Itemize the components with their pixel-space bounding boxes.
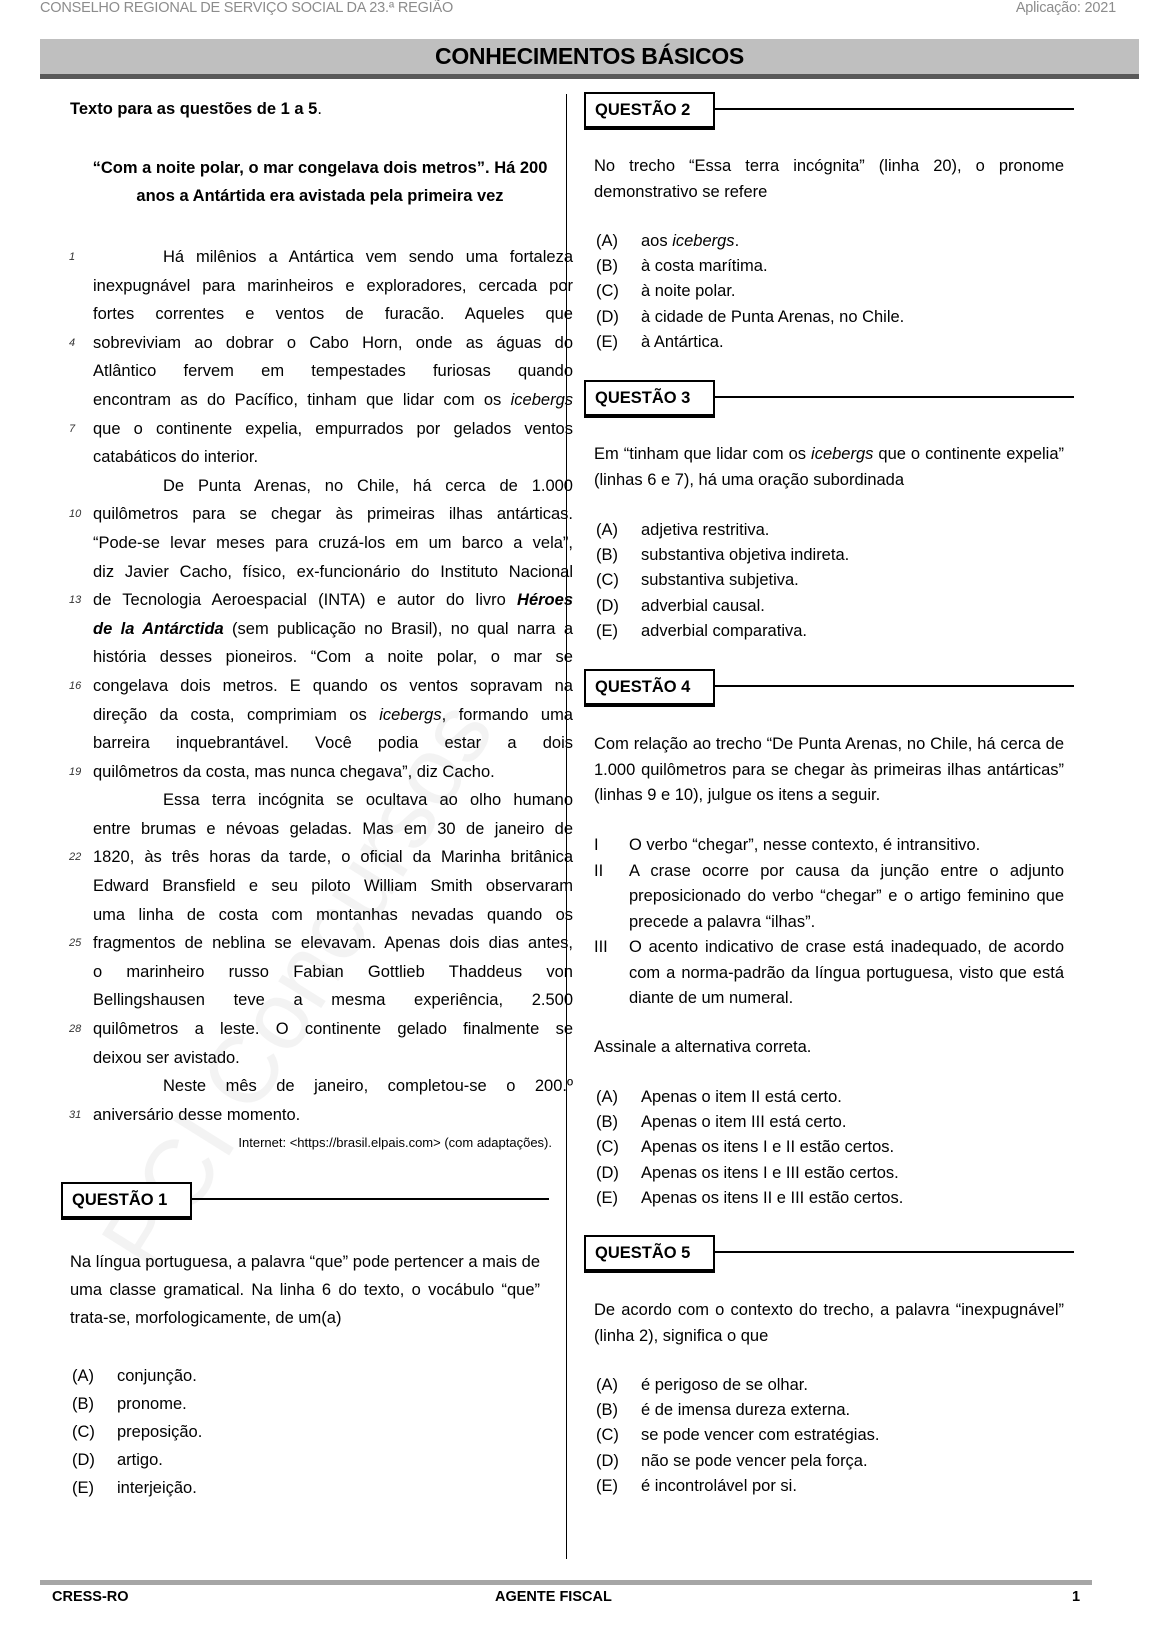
text-line	[93, 272, 573, 301]
line-text	[93, 500, 573, 529]
line-segment: , formando uma	[441, 705, 573, 724]
line-text	[93, 386, 573, 415]
option-letter: (A)	[596, 232, 618, 250]
option-letter: (C)	[596, 571, 619, 590]
option-text	[117, 1362, 197, 1390]
option-text	[641, 305, 904, 330]
question-3-header	[584, 380, 1074, 418]
line-number: 1	[69, 251, 76, 263]
option-letter: (D)	[72, 1451, 95, 1469]
line-text	[93, 929, 573, 958]
option-letter: (D)	[596, 596, 619, 615]
question-1-stem: Na língua portuguesa, a palavra “que” pode pertencer a mais de uma classe gramatical. Na linha 6 do texto, o vocábulo “que” trata-se, morfologicamente, de um(a)	[70, 1253, 540, 1327]
option-text-part: substantiva subjetiva.	[641, 571, 799, 590]
option-text-part: adverbial comparativa.	[641, 621, 807, 640]
option-text	[117, 1446, 163, 1474]
line-segment: barreira inquebrantável. Você podia estar a dois	[93, 734, 573, 753]
option-text-part: não se pode vencer pela força.	[641, 1451, 868, 1470]
text-line	[69, 1101, 573, 1130]
option-text-part: Apenas o item II está certo.	[641, 1088, 842, 1106]
text-line	[93, 357, 573, 386]
line-segment: De Punta Arenas, no Chile, há cerca de 1.000	[163, 476, 573, 495]
text-line	[93, 386, 573, 415]
text-line	[69, 843, 573, 872]
page-header	[0, 0, 1150, 20]
option-letter: (C)	[596, 282, 619, 301]
line-segment: que o continente expelia, empurrados por gelados ventos	[93, 419, 573, 438]
text-line	[69, 586, 573, 615]
line-text	[93, 615, 573, 644]
line-text	[93, 272, 573, 301]
line-segment: história desses pioneiros. “Com a noite polar, o mar se	[93, 648, 573, 667]
option-text-part: se pode vencer com estratégias.	[641, 1426, 880, 1445]
option-letter: (B)	[596, 546, 618, 565]
option-text-part: à Antártica.	[641, 332, 724, 351]
option-text-part: interjeição.	[117, 1479, 197, 1497]
application-year: Aplicação: 2021	[1015, 0, 1116, 16]
line-number: 31	[69, 1108, 82, 1121]
line-text	[93, 586, 573, 615]
line-text	[93, 558, 573, 587]
line-text	[93, 1044, 573, 1073]
line-segment: fragmentos de neblina se elevavam. Apenas dois dias antes,	[93, 934, 573, 953]
line-text	[93, 872, 573, 901]
text-line	[93, 1044, 573, 1073]
text-line	[93, 729, 573, 758]
option-text	[641, 543, 849, 568]
text-line	[69, 672, 573, 701]
line-number: 19	[69, 765, 82, 778]
question-3-stem	[594, 442, 1064, 493]
option-text	[641, 518, 769, 543]
option-text	[641, 1135, 894, 1160]
option-text-part: é incontrolável por si.	[641, 1476, 797, 1495]
line-text	[93, 329, 573, 358]
question-5-label: QUESTÃO 5	[584, 1235, 715, 1273]
text-line	[93, 701, 573, 730]
option-text-part: Apenas o item III está certo.	[641, 1113, 847, 1132]
line-segment: uma linha de costa com montanhas nevadas quando os	[93, 905, 573, 924]
text-intro	[70, 100, 322, 119]
line-text	[93, 443, 573, 472]
option-letter: (A)	[596, 1376, 618, 1394]
option-text	[117, 1418, 202, 1446]
question-1-label: QUESTÃO 1	[61, 1182, 192, 1220]
line-segment: icebergs	[379, 705, 442, 724]
line-segment: (sem publicação no Brasil), no qual narra a	[223, 619, 573, 638]
line-segment: “Pode-se levar meses para cruzá-los em um barco a vela”,	[93, 533, 573, 552]
question-4-items	[594, 833, 1064, 1012]
text-line	[93, 786, 573, 815]
question-2-header	[584, 92, 1074, 130]
question-4-instruction: Assinale a alternativa correta.	[594, 1038, 812, 1056]
option-letter: (D)	[596, 1451, 619, 1470]
intro-label: Texto para as questões de 1 a 5	[70, 100, 318, 118]
option-text-part: Apenas os itens I e III estão certos.	[641, 1163, 899, 1182]
option-text-part: Apenas os itens II e III estão certos.	[641, 1188, 904, 1207]
line-segment: quilômetros da costa, mas nunca chegava”, diz Cacho.	[93, 762, 495, 781]
statement-item	[594, 833, 1064, 859]
article-source: Internet: <https://brasil.elpais.com> (com adaptações).	[238, 1135, 552, 1150]
line-text	[93, 672, 573, 701]
article-title-line-2: anos a Antártida era avistada pela primeira vez	[136, 187, 504, 205]
line-segment: quilômetros a leste. O continente gelado finalmente se	[93, 1020, 573, 1039]
organization-name: CONSELHO REGIONAL DE SERVIÇO SOCIAL DA 23.ª REGIÃO	[40, 0, 454, 16]
text-line	[69, 243, 573, 272]
question-2-label: QUESTÃO 2	[584, 92, 715, 130]
option-text	[641, 330, 724, 355]
line-segment: Neste mês de janeiro, completou-se o 200.º	[163, 1077, 573, 1096]
text-line	[93, 300, 573, 329]
option-text	[641, 1373, 808, 1398]
option-text-part: adverbial causal.	[641, 596, 765, 615]
line-number: 7	[69, 422, 76, 435]
line-segment: de la Antárctida	[93, 619, 224, 638]
question-rule	[181, 1198, 549, 1200]
item-numeral: II	[594, 861, 604, 880]
line-text	[93, 357, 573, 386]
question-3-label: QUESTÃO 3	[584, 380, 715, 418]
line-segment: quilômetros para se chegar às primeiras ilhas antárticas.	[93, 505, 573, 524]
line-segment: encontram as do Pacífico, tinham que lidar com os	[93, 390, 511, 409]
line-number: 28	[69, 1023, 82, 1036]
line-text	[163, 1072, 573, 1101]
option-text	[117, 1474, 197, 1502]
line-segment: catabáticos do interior.	[93, 448, 259, 467]
option-text	[641, 1085, 842, 1110]
option-letter: (B)	[72, 1395, 94, 1413]
option-text-part: à cidade de Punta Arenas, no Chile.	[641, 307, 905, 326]
option-text	[641, 594, 765, 619]
option-text	[641, 1449, 868, 1474]
question-5-stem: De acordo com o contexto do trecho, a palavra “inexpugnável” (linha 2), significa o que	[594, 1301, 1064, 1345]
line-segment: congelava dois metros. E quando os ventos sopravam na	[93, 676, 573, 695]
question-rule	[704, 396, 1074, 398]
option-text	[641, 1186, 903, 1211]
text-line	[93, 558, 573, 587]
option-text-part: pronome.	[117, 1395, 187, 1413]
question-4-stem: Com relação ao trecho “De Punta Arenas, no Chile, há cerca de 1.000 quilômetros para se chegar às primeiras ilhas antárticas” (linhas 9 e 10), julgue os itens a seguir.	[594, 735, 1064, 804]
option-text-part: icebergs	[672, 232, 735, 250]
option-letter: (D)	[596, 1163, 619, 1182]
option-letter: (B)	[596, 257, 618, 276]
line-segment: Atlântico fervem em tempestades furiosas quando	[93, 362, 573, 381]
option-text-part: adjetiva restritiva.	[641, 521, 770, 539]
option-text	[641, 1474, 797, 1499]
line-text	[93, 986, 573, 1015]
text-line	[69, 415, 573, 444]
question-4-label: QUESTÃO 4	[584, 669, 715, 707]
option-text	[641, 1110, 846, 1135]
line-number: 10	[69, 508, 82, 521]
option-letter: (A)	[596, 1088, 618, 1106]
item-numeral: I	[594, 836, 599, 854]
stem-italic: icebergs	[811, 445, 874, 463]
line-text	[93, 415, 573, 444]
question-5-header	[584, 1235, 1074, 1273]
option-text	[641, 1398, 850, 1423]
stem-part: Em “tinham que lidar com os	[594, 445, 812, 463]
footer-organization: CRESS-RO	[52, 1589, 129, 1605]
line-segment: deixou ser avistado.	[93, 1048, 240, 1067]
option-letter: (E)	[596, 332, 618, 351]
text-line	[69, 929, 573, 958]
question-rule	[704, 685, 1074, 687]
line-text	[93, 901, 573, 930]
line-number: 13	[69, 594, 82, 607]
text-line	[93, 643, 573, 672]
item-text: O verbo “chegar”, nesse contexto, é intransitivo.	[629, 836, 981, 854]
option-text-part: à costa marítima.	[641, 257, 768, 276]
line-segment: inexpugnável para marinheiros e exploradores, cercada por	[93, 276, 573, 295]
option-letter: (C)	[72, 1423, 95, 1441]
question-2-stem: No trecho “Essa terra incógnita” (linha 20), o pronome demonstrativo se refere	[594, 157, 1064, 201]
option-text	[641, 568, 799, 593]
text-line	[93, 872, 573, 901]
option-letter: (D)	[596, 307, 619, 326]
option-letter: (E)	[596, 1188, 618, 1207]
article-body	[69, 243, 573, 1129]
line-segment: sobreviviam ao dobrar o Cabo Horn, onde as águas do	[93, 333, 573, 352]
text-line	[93, 529, 573, 558]
article-title-line-1: “Com a noite polar, o mar congelava dois metros”. Há 200	[92, 159, 548, 177]
question-1-header	[61, 1182, 549, 1220]
intro-dot: .	[317, 100, 322, 118]
line-text	[93, 843, 573, 872]
line-text	[93, 815, 573, 844]
option-text-part: aos	[641, 232, 673, 250]
line-text	[93, 300, 573, 329]
question-rule	[704, 108, 1074, 110]
option-text	[641, 254, 768, 279]
line-segment: aniversário desse momento.	[93, 1105, 301, 1124]
option-letter: (C)	[596, 1138, 619, 1157]
footer-role: AGENTE FISCAL	[495, 1589, 612, 1605]
line-number: 22	[69, 851, 82, 864]
stem-part: que o continente expelia” (linhas 6 e 7), há uma oração subordinada	[594, 445, 1064, 489]
text-line	[93, 815, 573, 844]
option-text	[641, 1161, 899, 1186]
footer-rule	[40, 1580, 1092, 1585]
line-segment: Há milênios a Antártica vem sendo uma fortaleza	[163, 248, 573, 266]
section-title: CONHECIMENTOS BÁSICOS	[40, 39, 1139, 79]
line-text	[93, 701, 573, 730]
line-text	[93, 729, 573, 758]
line-segment: Bellingshausen teve a mesma experiência, 2.500	[93, 991, 573, 1010]
text-line	[93, 443, 573, 472]
line-segment: de Tecnologia Aeroespacial (INTA) e autor do livro	[93, 591, 518, 610]
text-line	[69, 500, 573, 529]
option-text-part: artigo.	[117, 1451, 163, 1469]
option-letter: (A)	[596, 521, 618, 539]
option-letter: (E)	[596, 1476, 618, 1495]
line-number: 16	[69, 679, 82, 692]
line-text	[163, 786, 573, 815]
line-text	[93, 958, 573, 987]
option-letter: (B)	[596, 1401, 618, 1420]
text-line	[69, 1015, 573, 1044]
option-letter: (E)	[72, 1479, 94, 1497]
line-number: 4	[69, 336, 76, 349]
option-text-part: é de imensa dureza externa.	[641, 1401, 851, 1420]
line-text	[93, 1015, 573, 1044]
text-line	[93, 958, 573, 987]
line-text	[163, 472, 573, 501]
text-line	[69, 758, 573, 787]
option-text	[117, 1390, 187, 1418]
statement-item	[594, 859, 1064, 936]
line-segment: direção da costa, comprimiam os	[93, 705, 380, 724]
option-text-part: à noite polar.	[641, 282, 736, 301]
option-text-part: .	[734, 232, 740, 250]
text-line	[93, 901, 573, 930]
line-segment: Edward Bransfield e seu piloto William Smith observaram	[93, 877, 573, 896]
text-line	[93, 615, 573, 644]
option-text	[641, 229, 739, 254]
option-text-part: substantiva objetiva indireta.	[641, 546, 850, 565]
item-numeral: III	[594, 938, 608, 956]
line-segment: 1820, às três horas da tarde, o oficial da Marinha britânica	[93, 848, 573, 867]
line-text	[93, 643, 573, 672]
line-segment: o marinheiro russo Fabian Gottlieb Thaddeus von	[93, 962, 573, 981]
option-text	[641, 1423, 879, 1448]
option-text	[641, 619, 807, 644]
line-segment: icebergs	[510, 390, 573, 409]
option-text-part: preposição.	[117, 1423, 203, 1441]
line-segment: entre brumas e névoas geladas. Mas em 30 de janeiro de	[93, 819, 573, 838]
option-letter: (A)	[72, 1367, 94, 1385]
text-line	[93, 986, 573, 1015]
line-text	[93, 1101, 573, 1130]
question-4-header	[584, 669, 1074, 707]
option-text-part: é perigoso de se olhar.	[641, 1376, 808, 1394]
line-text	[163, 243, 573, 272]
line-segment: Héroes	[517, 591, 573, 610]
text-line	[93, 1072, 573, 1101]
line-segment: diz Javier Cacho, físico, ex-funcionário do Instituto Nacional	[93, 562, 573, 581]
line-text	[93, 529, 573, 558]
option-letter: (E)	[596, 621, 618, 640]
text-line	[69, 329, 573, 358]
item-text: A crase ocorre por causa da junção entre o adjunto preposicionado do verbo “chegar” e o artigo feminino que precede a palavra “ilhas”.	[629, 861, 1064, 931]
option-text	[641, 279, 736, 304]
statement-item	[594, 935, 1064, 1012]
page-number: 1	[1072, 1589, 1081, 1605]
question-rule	[704, 1251, 1074, 1253]
option-letter: (C)	[596, 1426, 619, 1445]
line-text	[93, 758, 573, 787]
option-letter: (B)	[596, 1113, 618, 1132]
line-segment: Essa terra incógnita se ocultava ao olho humano	[163, 791, 573, 810]
option-text-part: conjunção.	[117, 1367, 197, 1385]
option-text-part: Apenas os itens I e II estão certos.	[641, 1138, 895, 1157]
item-text: O acento indicativo de crase está inadequado, de acordo com a norma-padrão da língua portuguesa, visto que está diante de um numeral.	[629, 938, 1064, 1007]
article-title	[70, 154, 570, 210]
text-line	[93, 472, 573, 501]
line-number: 25	[69, 937, 82, 950]
line-segment: fortes correntes e ventos de furacão. Aqueles que	[93, 305, 573, 324]
